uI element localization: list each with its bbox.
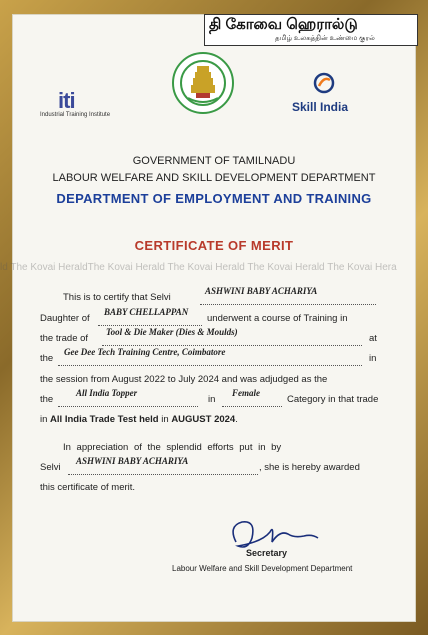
department-title: DEPARTMENT OF EMPLOYMENT AND TRAINING — [56, 191, 372, 206]
institute-name: Gee Dee Tech Training Centre, Coimbatore — [64, 347, 226, 357]
parent-underline — [98, 325, 202, 326]
line4-suffix: in — [369, 353, 377, 364]
line6-prefix: the — [40, 394, 54, 405]
parent-name: BABY CHELLAPPAN — [104, 307, 189, 317]
kovai-herald-brand: தி கோவை ஹெரால்டு — [209, 16, 358, 33]
line1-prefix: This is to certify that Selvi — [63, 292, 171, 303]
para2-suffix: , she is hereby awarded — [259, 462, 360, 473]
kovai-herald-logo — [204, 14, 418, 46]
trade-test-date: AUGUST 2024 — [171, 414, 236, 425]
category-value: Female — [232, 388, 260, 398]
appreciation-line: In appreciation of the splendid efforts put in by — [63, 442, 282, 453]
recipient-name: ASHWINI BABY ACHARIYA — [205, 286, 318, 296]
line3-prefix: the trade of — [40, 333, 89, 344]
line4-prefix: the — [40, 353, 54, 364]
trade-underline — [102, 345, 362, 346]
line6-suffix: Category in that trade — [287, 394, 379, 405]
signatory-designation: Secretary — [246, 548, 288, 558]
para2-prefix: Selvi — [40, 462, 61, 473]
line7-prefix: in — [40, 414, 48, 425]
session-line: the session from August 2022 to July 2024 and was adjudged as the — [40, 374, 328, 385]
line3-suffix: at — [369, 333, 377, 344]
line7 — [40, 414, 238, 425]
para2-closing: this certificate of merit. — [40, 482, 136, 493]
line6-mid: in — [208, 394, 216, 405]
name-underline — [200, 304, 376, 305]
tamilnadu-emblem-icon — [172, 52, 234, 114]
watermark-text: ld The Kovai HeraldThe Kovai Herald The Kovai Herald The Kovai Herald The Kovai Hera — [0, 262, 397, 273]
trade-test-label: All India Trade Test held — [50, 414, 159, 425]
parent-department-title: LABOUR WELFARE AND SKILL DEVELOPMENT DEPARTMENT — [52, 172, 376, 184]
rank-value: All India Topper — [76, 388, 138, 398]
para2-name-underline — [68, 474, 258, 475]
government-title: GOVERNMENT OF TAMILNADU — [132, 155, 296, 167]
line7-mid: in — [161, 414, 169, 425]
signatory-department: Labour Welfare and Skill Development Department — [172, 564, 353, 573]
category-underline — [222, 406, 282, 407]
iti-logo-text: iti — [58, 88, 75, 113]
rank-underline — [58, 406, 198, 407]
line7-end: . — [235, 414, 238, 425]
iti-logo — [58, 88, 75, 114]
iti-subtitle: Industrial Training Institute — [40, 112, 111, 118]
trade-name: Tool & Die Maker (Dies & Moulds) — [106, 327, 238, 337]
line2-suffix: underwent a course of Training in — [207, 313, 348, 324]
kovai-herald-tagline: தமிழ் உலகத்தின் உண்மை குரல் — [275, 35, 375, 42]
institute-underline — [58, 365, 362, 366]
para2-recipient-name: ASHWINI BABY ACHARIYA — [76, 456, 189, 466]
line2-prefix: Daughter of — [40, 313, 90, 324]
skill-india-icon — [312, 72, 336, 94]
skill-india-label: Skill India — [292, 100, 349, 114]
certificate-title: CERTIFICATE OF MERIT — [134, 238, 294, 253]
